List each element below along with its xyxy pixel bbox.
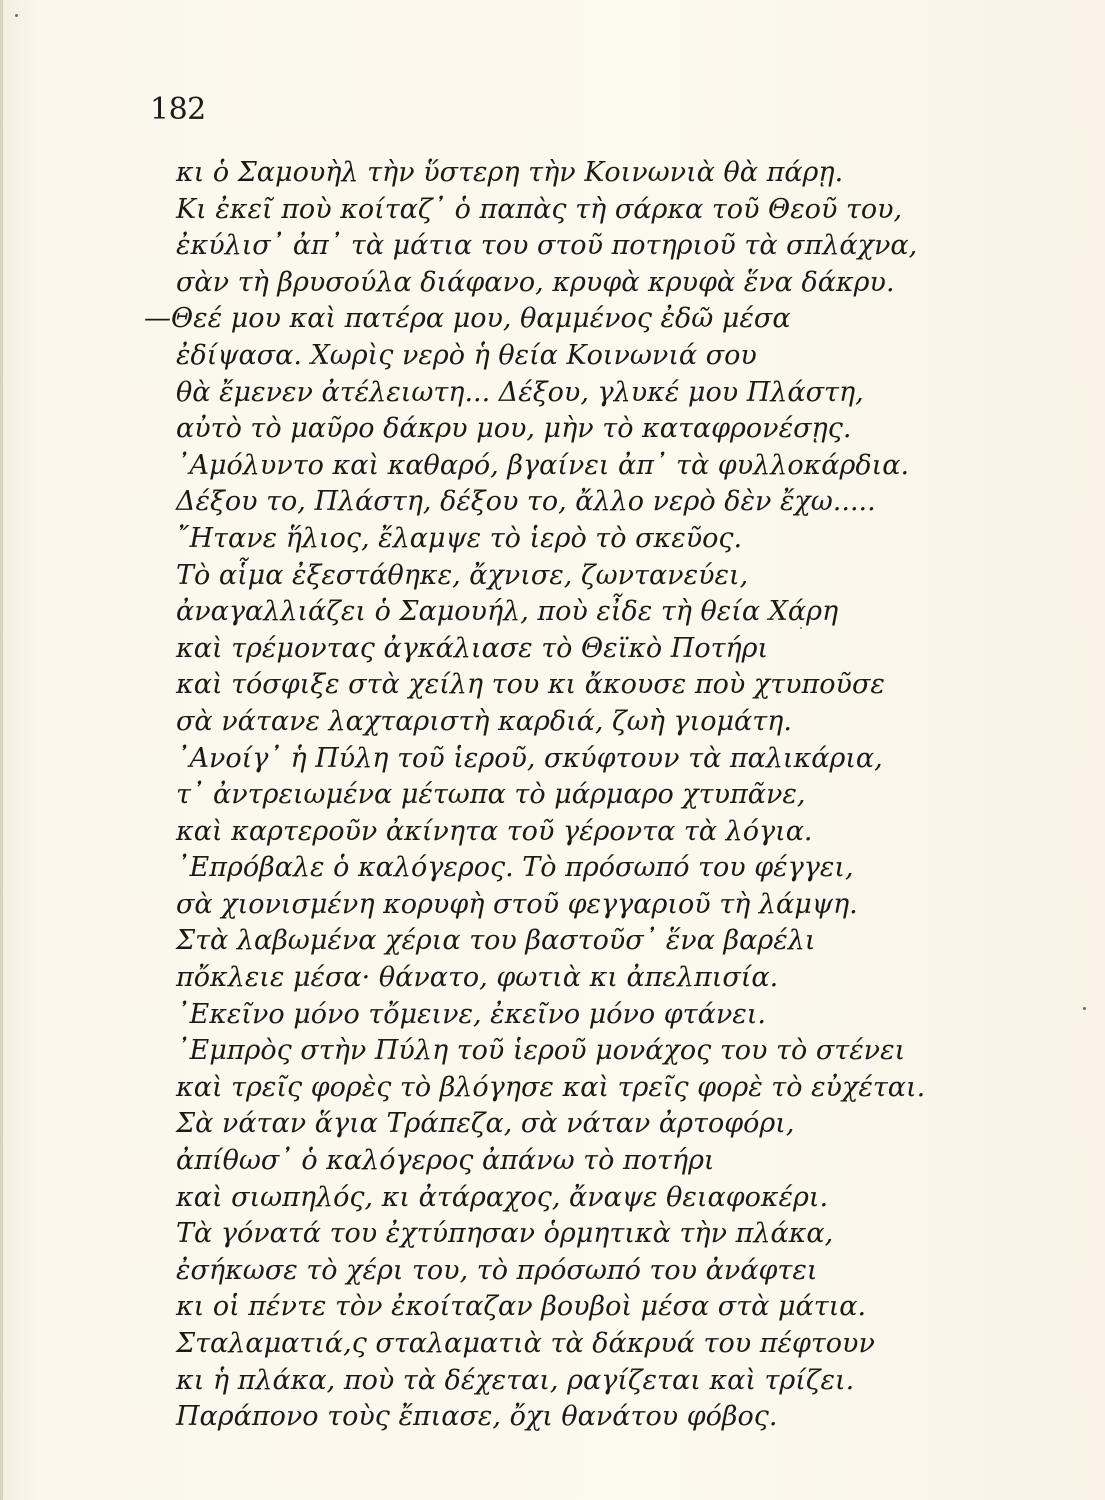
verse-line: καὶ τρεῖς φορὲς τὸ βλόγησε καὶ τρεῖς φορὲ τὸ εὐχέται. [176, 1071, 926, 1103]
verse-line: ἀναγαλλιάζει ὁ Σαμουήλ, ποὺ εἶδε τὴ θεία Χάρη [176, 596, 839, 628]
verse-line: Κι ἐκεῖ ποὺ κοίταζ᾽ ὁ παπὰς τὴ σάρκα τοῦ Θεοῦ του, [176, 193, 903, 225]
verse-line: αὐτὸ τὸ μαῦρο δάκρυ μου, μὴν τὸ καταφρονέσῃς. [176, 413, 852, 445]
verse-line: ᾽Αμόλυντο καὶ καθαρό, βγαίνει ἀπ᾽ τὰ φυλλοκάρδια. [176, 449, 910, 481]
verse-line: ᾽Εμπρὸς στὴν Πύλη τοῦ ἱεροῦ μονάχος του τὸ στένει [176, 1035, 906, 1067]
verse-line: ᾽Επρόβαλε ὁ καλόγερος. Τὸ πρόσωπό του φέγγει, [176, 852, 854, 884]
verse-line: τ᾽ ἀντρειωμένα μέτωπα τὸ μάρμαρο χτυπᾶνε, [176, 779, 806, 811]
verse-line: Δέξου το, Πλάστη, δέξου το, ἄλλο νερὸ δὲν ἔχω..... [176, 486, 876, 518]
verse-line: ᾽Εκεῖνο μόνο τὄμεινε, ἐκεῖνο μόνο φτάνει. [176, 998, 766, 1030]
verse-line: Τὰ γόνατά του ἐχτύπησαν ὁρμητικὰ τὴν πλάκα, [176, 1218, 834, 1250]
speck-mark [15, 14, 18, 17]
verse-line: Σταλαματιά,ς σταλαματιὰ τὰ δάκρυά του πέφτουν [176, 1328, 875, 1359]
verse-line: ῎Ητανε ἥλιος, ἔλαμψε τὸ ἱερὸ τὸ σκεῦος. [176, 522, 743, 554]
verse-line: καὶ τόσφιξε στὰ χείλη του κι ἄκουσε ποὺ χτυποῦσε [176, 669, 885, 701]
verse-line: κι ὁ Σαμουὴλ τὴν ὕστερη τὴν Κοινωνιὰ θὰ πάρῃ. [176, 157, 844, 188]
verse-line: Παράπονο τοὺς ἔπιασε, ὄχι θανάτου φόβος. [176, 1401, 778, 1433]
verse-line: Τὸ αἷμα ἐξεστάθηκε, ἄχνισε, ζωντανεύει, [176, 559, 749, 591]
verse-line: ἐκύλισ᾽ ἀπ᾽ τὰ μάτια του στοῦ ποτηριοῦ τὰ σπλάχνα, [176, 230, 918, 262]
show-through-text [900, 410, 1105, 930]
verse-line: καὶ τρέμοντας ἀγκάλιασε τὸ Θεϊκὸ Ποτήρι [176, 632, 769, 664]
verse-line: καὶ σιωπηλός, κι ἀτάραχος, ἄναψε θειαφοκέρι. [176, 1181, 829, 1213]
verse-line: θὰ ἔμενεν ἀτέλειωτη... Δέξου, γλυκέ μου Πλάστη, [176, 376, 864, 408]
verse-line: κι οἱ πέντε τὸν ἐκοίταζαν βουβοὶ μέσα στὰ μάτια. [176, 1291, 867, 1323]
verse-line: ἀπίθωσ᾽ ὁ καλόγερος ἀπάνω τὸ ποτήρι [176, 1145, 715, 1177]
verse-line: ᾽Ανοίγ᾽ ἡ Πύλη τοῦ ἱεροῦ, σκύφτουν τὰ παλικάρια, [176, 742, 883, 774]
page-gutter-edge [0, 0, 3, 1500]
verse-line: σὰν τὴ βρυσούλα διάφανο, κρυφὰ κρυφὰ ἕνα δάκρυ. [176, 266, 895, 298]
verse-line: Σὰ νάταν ἅγια Τράπεζα, σὰ νάταν ἀρτοφόρι, [176, 1108, 795, 1140]
verse-line: κι ἡ πλάκα, ποὺ τὰ δέχεται, ραγίζεται καὶ τρίζει. [176, 1364, 855, 1396]
verse-line: καὶ καρτεροῦν ἀκίνητα τοῦ γέροντα τὰ λόγια. [176, 815, 813, 847]
poem-text-block [144, 155, 926, 1436]
verse-line: πὄκλειε μέσα· θάνατο, φωτιὰ κι ἀπελπισία. [176, 962, 779, 994]
speck-mark [1083, 1007, 1086, 1010]
verse-line: ἐσήκωσε τὸ χέρι του, τὸ πρόσωπό του ἀνάφτει [176, 1254, 818, 1286]
verse-line: σὰ χιονισμένη κορυφὴ στοῦ φεγγαριοῦ τὴ λάμψη. [176, 888, 858, 920]
verse-line: Στὰ λαβωμένα χέρια του βαστοῦσ᾽ ἕνα βαρέλι [176, 925, 816, 957]
page-number: 182 [150, 92, 206, 127]
verse-line: σὰ νάτανε λαχταριστὴ καρδιά, ζωὴ γιομάτη. [176, 705, 792, 737]
verse-line: ἐδίψασα. Χωρὶς νερὸ ἡ θεία Κοινωνιά σου [176, 339, 757, 371]
verse-line-dialogue: —Θεέ μου καὶ πατέρα μου, θαμμένος ἐδῶ μέσα [144, 303, 791, 335]
